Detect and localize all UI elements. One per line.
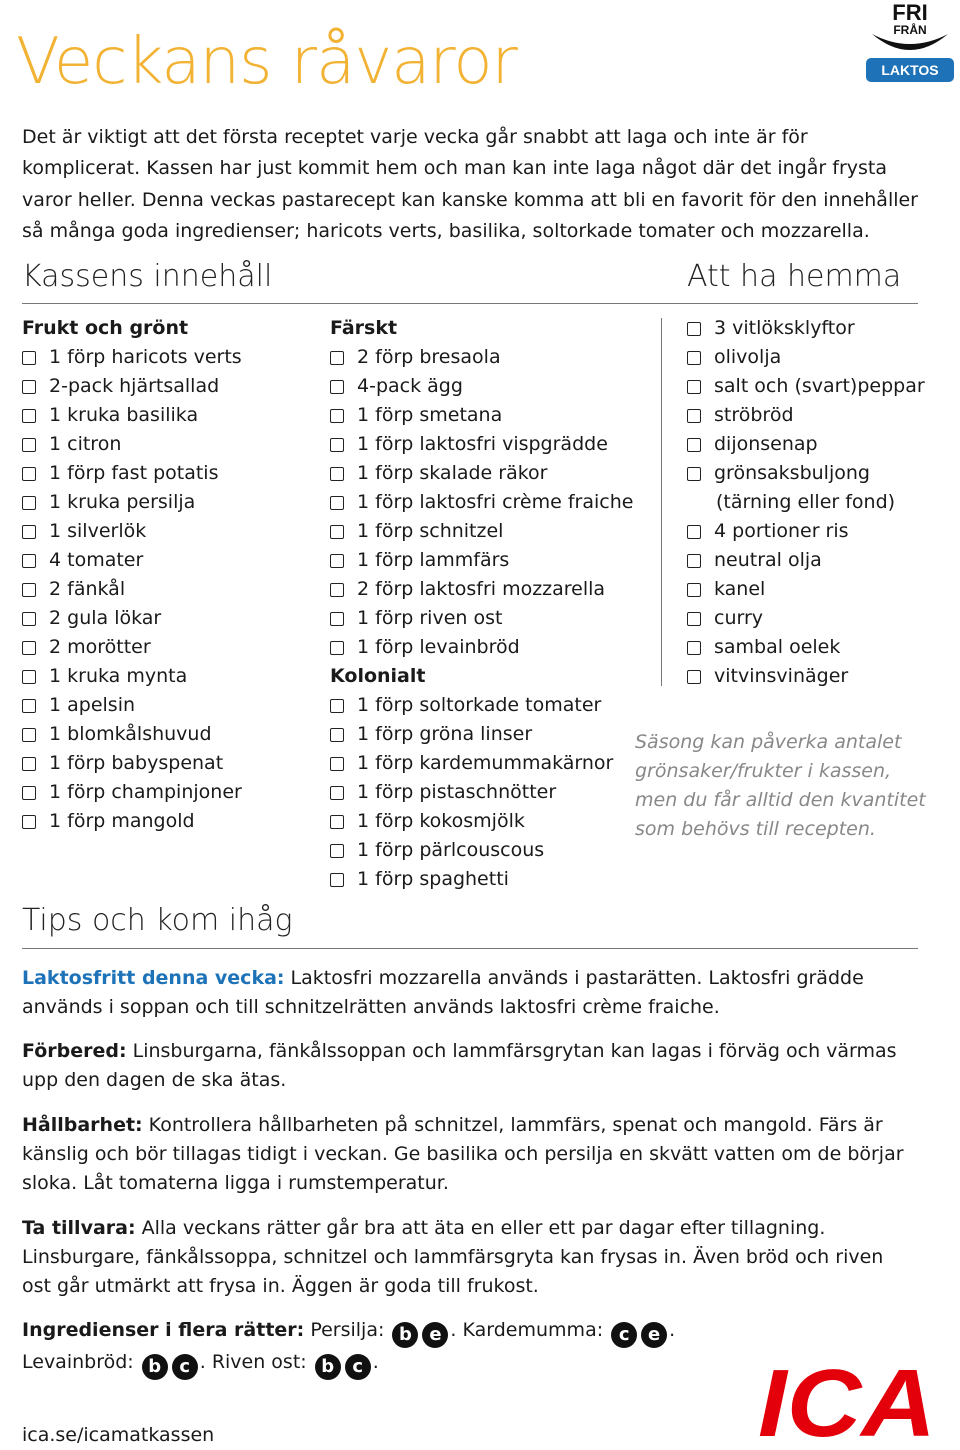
item-label: 1 blomkålshuvud	[49, 723, 212, 745]
item-label: 1 kruka mynta	[49, 665, 188, 687]
list-item	[330, 778, 633, 807]
list-item	[22, 546, 242, 575]
list-item	[330, 604, 633, 633]
item-label: 1 förp levainbröd	[357, 636, 520, 658]
checkbox[interactable]	[687, 322, 701, 336]
tip-text: Kontrollera hållbarheten på schnitzel, lammfärs, spenat och mangold. Färs är känslig och bör tillagas tidigt i veckan. Ge basilika och persilja en skvätt vatten om de börjar sloka. Låt tomaterna ligga i rumstemperatur.	[22, 1114, 904, 1194]
checkbox[interactable]	[22, 786, 36, 800]
recipe-badge: e	[422, 1322, 448, 1348]
list-item	[22, 749, 242, 778]
farskt-kolonialt-list	[330, 314, 633, 894]
list-item	[687, 575, 925, 604]
tip-ingredienser: Ingredienser i flera rätter: Persilja: b e . Kardemumma: c e . Levainbröd: b c . Riven ost: b c .	[22, 1316, 912, 1380]
item-label: grönsaksbuljong	[714, 462, 870, 484]
checkbox[interactable]	[330, 786, 344, 800]
checkbox[interactable]	[687, 525, 701, 539]
checkbox[interactable]	[22, 496, 36, 510]
checkbox[interactable]	[330, 757, 344, 771]
item-label: 1 förp fast potatis	[49, 462, 219, 484]
item-label: 2 förp laktosfri mozzarella	[357, 578, 606, 600]
checkbox[interactable]	[687, 438, 701, 452]
checkbox[interactable]	[330, 583, 344, 597]
item-label: kanel	[714, 578, 766, 600]
item-label: 1 förp kokosmjölk	[357, 810, 525, 832]
item-label: salt och (svart)peppar	[714, 375, 925, 397]
list-item	[330, 401, 633, 430]
category-heading: Färskt	[330, 317, 398, 339]
item-label: curry	[714, 607, 764, 629]
list-item	[687, 662, 925, 691]
item-label: 1 kruka persilja	[49, 491, 196, 513]
item-label: 2 fänkål	[49, 578, 126, 600]
logo-fri-text: FRI	[892, 0, 928, 25]
checkbox[interactable]	[330, 525, 344, 539]
checkbox[interactable]	[22, 641, 36, 655]
list-item	[687, 401, 925, 430]
checkbox[interactable]	[22, 815, 36, 829]
list-item	[330, 865, 633, 894]
checkbox[interactable]	[330, 409, 344, 423]
list-item	[22, 662, 242, 691]
item-label: 4 tomater	[49, 549, 144, 571]
item-label: 1 förp champinjoner	[49, 781, 242, 803]
checkbox[interactable]	[22, 409, 36, 423]
checkbox[interactable]	[330, 467, 344, 481]
checkbox[interactable]	[22, 728, 36, 742]
recipe-badge: b	[315, 1354, 341, 1380]
list-item	[687, 633, 925, 662]
list-item	[687, 343, 925, 372]
website-link[interactable]: ica.se/icamatkassen	[22, 1424, 215, 1446]
item-label: 1 förp mangold	[49, 810, 195, 832]
item-label: 2 gula lökar	[49, 607, 162, 629]
list-item	[22, 778, 242, 807]
tip-laktosfritt	[22, 964, 912, 1022]
item-label: 2-pack hjärtsallad	[49, 375, 220, 397]
tip-ta-tillvara	[22, 1214, 912, 1301]
list-item	[22, 807, 242, 836]
list-item	[22, 459, 242, 488]
list-item	[330, 575, 633, 604]
list-item-continuation	[687, 488, 925, 517]
item-label: neutral olja	[714, 549, 822, 571]
ica-logo	[758, 1360, 938, 1438]
list-item	[330, 633, 633, 662]
item-label: 1 förp pistaschnötter	[357, 781, 557, 803]
tips-heading: Tips och kom ihåg	[22, 903, 293, 938]
checkbox[interactable]	[687, 554, 701, 568]
item-label: ströbröd	[714, 404, 794, 426]
tip-text: Alla veckans rätter går bra att äta en eller ett par dagar efter tillagning. Linsburgare, fänkålssoppa, schnitzel och lammfärsgryta kan frysas in. Även bröd och riven ost går utmärkt att frysa in. Äggen är goda till frukost.	[22, 1217, 884, 1297]
page-title: Veckans råvaror	[16, 25, 517, 99]
checkbox[interactable]	[22, 612, 36, 626]
item-label: dijonsenap	[714, 433, 818, 455]
item-label: vitvinsvinäger	[714, 665, 849, 687]
kassens-innehall-heading: Kassens innehåll	[22, 259, 273, 294]
tip-hallbarhet	[22, 1111, 912, 1198]
list-item	[330, 343, 633, 372]
list-item	[22, 575, 242, 604]
item-label: 1 förp skalade räkor	[357, 462, 548, 484]
list-item	[330, 836, 633, 865]
checkbox[interactable]	[22, 554, 36, 568]
fri-fran-laktos-logo	[860, 0, 954, 84]
checkbox[interactable]	[330, 496, 344, 510]
checkbox[interactable]	[22, 670, 36, 684]
item-label: 1 förp laktosfri crème fraiche	[357, 491, 634, 513]
item-label: olivolja	[714, 346, 782, 368]
list-item	[330, 546, 633, 575]
list-item	[687, 372, 925, 401]
list-item	[22, 633, 242, 662]
recipe-badge: b	[392, 1322, 418, 1348]
item-label: 1 förp kardemummakärnor	[357, 752, 614, 774]
checkbox[interactable]	[22, 757, 36, 771]
list-item	[687, 430, 925, 459]
item-label: (tärning eller fond)	[716, 491, 896, 513]
item-label: 1 förp smetana	[357, 404, 503, 426]
category-heading: Kolonialt	[330, 665, 426, 687]
checkbox[interactable]	[687, 380, 701, 394]
list-item	[330, 372, 633, 401]
checkbox[interactable]	[22, 467, 36, 481]
frukt-och-gront-list	[22, 314, 242, 836]
list-item	[330, 691, 633, 720]
item-label: 1 citron	[49, 433, 122, 455]
checkbox[interactable]	[687, 612, 701, 626]
item-label: 1 förp soltorkade tomater	[357, 694, 602, 716]
item-label: 1 kruka basilika	[49, 404, 199, 426]
recipe-badge: b	[142, 1354, 168, 1380]
item-label: 3 vitlöksklyftor	[714, 317, 855, 339]
checkbox[interactable]	[687, 351, 701, 365]
item-label: 1 förp gröna linser	[357, 723, 533, 745]
tip-label: Ta tillvara:	[22, 1217, 136, 1239]
list-item	[330, 749, 633, 778]
item-label: 4 portioner ris	[714, 520, 849, 542]
item-label: 1 förp spaghetti	[357, 868, 509, 890]
checkbox[interactable]	[330, 351, 344, 365]
list-item	[330, 459, 633, 488]
item-label: 1 förp haricots verts	[49, 346, 242, 368]
checkbox[interactable]	[687, 670, 701, 684]
list-item	[330, 430, 633, 459]
checkbox[interactable]	[330, 612, 344, 626]
list-item	[330, 807, 633, 836]
checkbox[interactable]	[330, 380, 344, 394]
recipe-badge: c	[345, 1354, 371, 1380]
checkbox[interactable]	[22, 583, 36, 597]
checkbox[interactable]	[687, 409, 701, 423]
logo-fran-text: FRÅN	[893, 23, 927, 37]
item-label: 2 morötter	[49, 636, 151, 658]
checkbox[interactable]	[330, 554, 344, 568]
list-item	[22, 517, 242, 546]
checkbox[interactable]	[687, 467, 701, 481]
tip-forbered	[22, 1037, 912, 1095]
item-label: 4-pack ägg	[357, 375, 463, 397]
checkbox[interactable]	[687, 641, 701, 655]
list-item	[330, 720, 633, 749]
item-label: 1 förp laktosfri vispgrädde	[357, 433, 608, 455]
list-item	[330, 517, 633, 546]
intro-paragraph: Det är viktigt att det första receptet varje vecka går snabbt att laga och inte är för komplicerat. Kassen har just kommit hem och man kan inte laga något där det ingår frysta varor heller. Denna veckas pastarecept kan kanske komma att bli en favorit för den innehåller så många goda ingredienser; haricots verts, basilika, soltorkade tomater och mozzarella.	[22, 126, 918, 242]
tip-text: Laktosfri mozzarella används i pastarätten. Laktosfri grädde används i soppan och till schnitzelrätten används laktosfri crème fraiche.	[22, 967, 864, 1018]
checkbox[interactable]	[330, 641, 344, 655]
list-item	[330, 488, 633, 517]
list-item	[687, 604, 925, 633]
list-item	[22, 372, 242, 401]
item-label: 1 förp babyspenat	[49, 752, 224, 774]
item-label: 1 förp schnitzel	[357, 520, 504, 542]
list-item	[687, 314, 925, 343]
list-item	[22, 604, 242, 633]
att-ha-hemma-list	[687, 314, 925, 691]
checkbox[interactable]	[330, 438, 344, 452]
item-label: 1 silverlök	[49, 520, 147, 542]
list-item	[22, 343, 242, 372]
checkbox[interactable]	[330, 699, 344, 713]
recipe-badge: c	[611, 1322, 637, 1348]
item-label: 1 apelsin	[49, 694, 136, 716]
checkbox[interactable]	[22, 699, 36, 713]
list-item	[22, 488, 242, 517]
checkbox[interactable]	[22, 351, 36, 365]
item-label: 1 förp riven ost	[357, 607, 503, 629]
item-label: 1 förp pärlcouscous	[357, 839, 545, 861]
list-item	[687, 459, 925, 488]
list-item	[22, 691, 242, 720]
category-heading: Frukt och grönt	[22, 317, 189, 339]
tip-label: Hållbarhet:	[22, 1114, 143, 1136]
divider	[22, 948, 918, 949]
checkbox[interactable]	[22, 525, 36, 539]
season-note: Säsong kan påverka antalet grönsaker/frukter i kassen, men du får alltid den kvantitet som behövs till recepten.	[635, 731, 926, 840]
tip-text: Linsburgarna, fänkålssoppan och lammfärsgrytan kan lagas i förväg och värmas upp den dagen de ska ätas.	[22, 1040, 897, 1091]
logo-laktos-text: LAKTOS	[881, 62, 939, 78]
tip-label: Förbered:	[22, 1040, 127, 1062]
column-divider	[661, 318, 662, 686]
item-label: 1 förp lammfärs	[357, 549, 510, 571]
checkbox[interactable]	[330, 844, 344, 858]
item-label: 2 förp bresaola	[357, 346, 501, 368]
list-item	[687, 517, 925, 546]
list-item	[687, 546, 925, 575]
tip-label: Laktosfritt denna vecka:	[22, 967, 285, 989]
ica-logo-text: ICA	[758, 1360, 936, 1438]
recipe-badge: c	[172, 1354, 198, 1380]
divider	[22, 303, 918, 304]
tip-label: Ingredienser i flera rätter:	[22, 1319, 305, 1341]
checkbox[interactable]	[22, 438, 36, 452]
checkbox[interactable]	[330, 873, 344, 887]
item-label: sambal oelek	[714, 636, 841, 658]
list-item	[22, 720, 242, 749]
list-item	[22, 430, 242, 459]
checkbox[interactable]	[687, 583, 701, 597]
checkbox[interactable]	[22, 380, 36, 394]
recipe-badge: e	[641, 1322, 667, 1348]
checkbox[interactable]	[330, 815, 344, 829]
att-ha-hemma-heading: Att ha hemma	[687, 259, 902, 294]
list-item	[22, 401, 242, 430]
checkbox[interactable]	[330, 728, 344, 742]
